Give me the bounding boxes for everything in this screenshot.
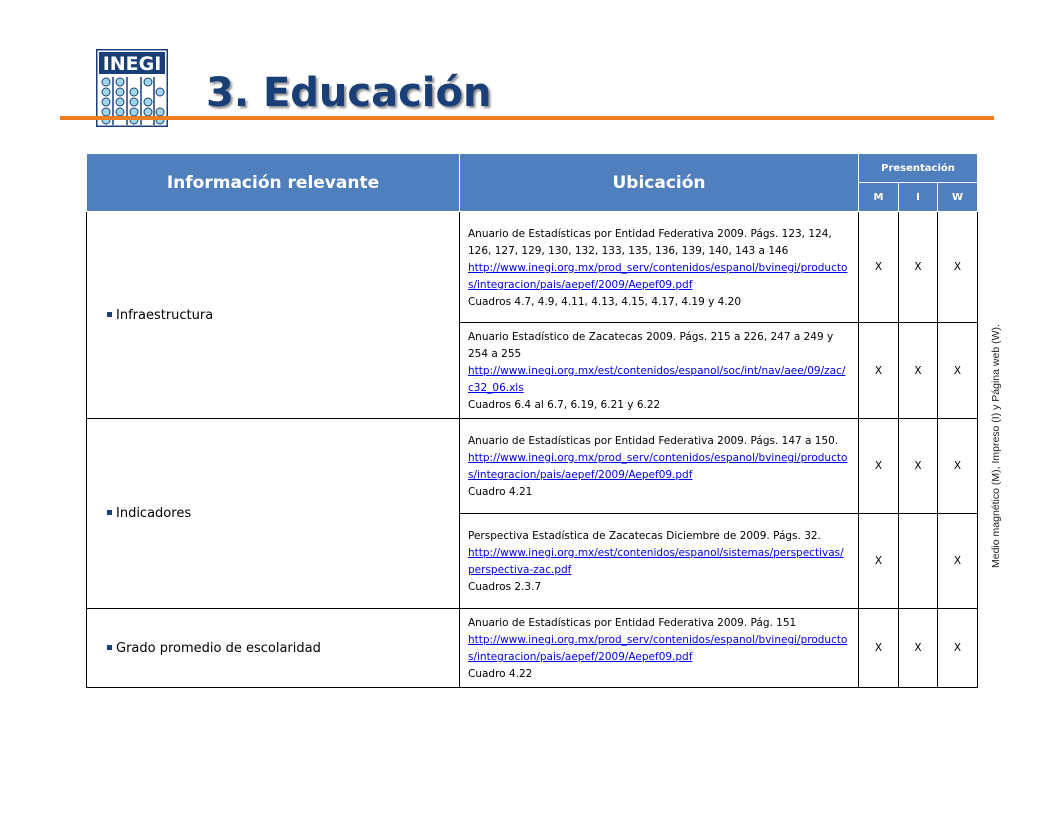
mark-m: X xyxy=(859,514,899,609)
mark-w: X xyxy=(938,514,978,609)
tables-text: Cuadro 4.22 xyxy=(468,668,533,680)
table-row xyxy=(87,609,978,688)
topic-cell xyxy=(87,609,460,688)
mark-i: X xyxy=(899,212,938,323)
tables-text: Cuadros 2.3.7 xyxy=(468,581,542,593)
location-cell xyxy=(460,514,859,609)
bullet-icon xyxy=(107,312,112,317)
source-link[interactable]: http://www.inegi.org.mx/prod_serv/contenidos/espanol/bvinegi/productos/integracion/pais/aepef/2009/Aepef09.pdf xyxy=(468,452,848,481)
col-header-m: M xyxy=(859,183,899,212)
topic-label: Grado promedio de escolaridad xyxy=(116,640,321,656)
topic-cell xyxy=(87,212,460,419)
mark-i: X xyxy=(899,419,938,514)
source-text: Anuario de Estadísticas por Entidad Federativa 2009. Págs. 147 a 150. xyxy=(468,435,839,447)
topic-cell xyxy=(87,419,460,609)
mark-w: X xyxy=(938,609,978,688)
mark-m: X xyxy=(859,323,899,419)
topic-label: Infraestructura xyxy=(116,307,214,323)
mark-w: X xyxy=(938,212,978,323)
info-table xyxy=(86,153,978,688)
col-header-presentation: Presentación xyxy=(859,154,978,183)
bullet-icon xyxy=(107,645,112,650)
logo-text: INEGI xyxy=(102,53,162,75)
source-link[interactable]: http://www.inegi.org.mx/est/contenidos/espanol/soc/int/nav/aee/09/zac/c32_06.xls xyxy=(468,365,846,394)
title-rule xyxy=(60,116,994,120)
table-row xyxy=(87,212,978,323)
col-header-location: Ubicación xyxy=(460,154,859,212)
location-cell xyxy=(460,609,859,688)
source-text: Anuario Estadístico de Zacatecas 2009. Págs. 215 a 226, 247 a 249 y 254 a 255 xyxy=(468,331,834,360)
bullet-icon xyxy=(107,510,112,515)
mark-i: X xyxy=(899,609,938,688)
location-cell xyxy=(460,212,859,323)
tables-text: Cuadros 4.7, 4.9, 4.11, 4.13, 4.15, 4.17, 4.19 y 4.20 xyxy=(468,295,742,308)
mark-w: X xyxy=(938,419,978,514)
col-header-w: W xyxy=(938,183,978,212)
mark-m: X xyxy=(859,212,899,323)
mark-m: X xyxy=(859,609,899,688)
col-header-i: I xyxy=(899,183,938,212)
location-cell xyxy=(460,323,859,419)
side-note: Medio magnético (M), Impreso (I) y Página web (W). xyxy=(990,324,1002,568)
topic-label: Indicadores xyxy=(116,506,192,521)
mark-m: X xyxy=(859,419,899,514)
mark-i xyxy=(899,514,938,609)
location-cell xyxy=(460,419,859,514)
source-link[interactable]: http://www.inegi.org.mx/prod_serv/contenidos/espanol/bvinegi/productos/integracion/pais/aepef/2009/Aepef09.pdf xyxy=(468,634,848,663)
source-link[interactable]: http://www.inegi.org.mx/est/contenidos/espanol/sistemas/perspectivas/perspectiva-zac.pdf xyxy=(468,547,844,576)
tables-text: Cuadros 6.4 al 6.7, 6.19, 6.21 y 6.22 xyxy=(468,399,661,411)
source-text: Anuario de Estadísticas por Entidad Federativa 2009. Pág. 151 xyxy=(468,617,797,629)
mark-w: X xyxy=(938,323,978,419)
table-row xyxy=(87,419,978,514)
page-title: 3. Educación xyxy=(206,70,492,116)
mark-i: X xyxy=(899,323,938,419)
tables-text: Cuadro 4.21 xyxy=(468,486,533,498)
source-link[interactable]: http://www.inegi.org.mx/prod_serv/contenidos/espanol/bvinegi/productos/integracion/pais/aepef/2009/Aepef09.pdf xyxy=(468,261,848,291)
source-text: Anuario de Estadísticas por Entidad Federativa 2009. Págs. 123, 124, 126, 127, 129, 130, 132, 133, 135, 136, 139, 140, 143 a 146 xyxy=(468,227,832,257)
col-header-info: Información relevante xyxy=(87,154,460,212)
source-text: Perspectiva Estadística de Zacatecas Diciembre de 2009. Págs. 32. xyxy=(468,530,821,542)
